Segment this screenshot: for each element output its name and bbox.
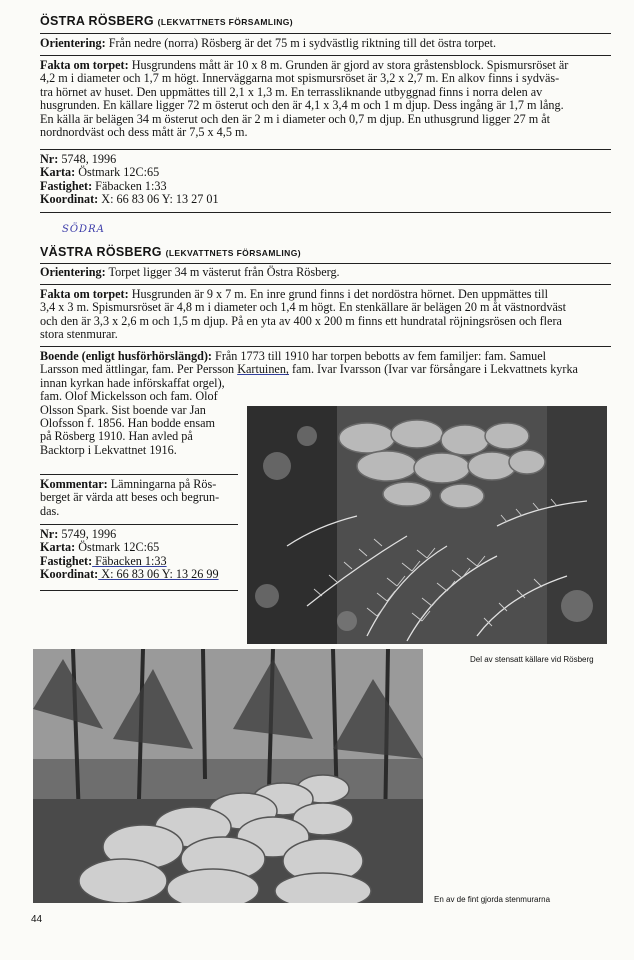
boende-line: Olofsson f. 1856. Han bodde ensam — [40, 416, 215, 431]
underlined-name: Kartuinen, — [237, 362, 289, 377]
stone-wall-photo — [33, 649, 423, 903]
nr-label: Nr: — [40, 527, 59, 541]
fakta-line: och den är 3,3 x 2,6 m och 1,5 m djup. På en yta av 400 x 200 m finns ett hundratal röjningsrösen och flera — [40, 313, 562, 328]
fastighet-label: Fastighet: — [40, 553, 93, 568]
section-title-ostra — [40, 14, 293, 28]
fakta-line: nordnordväst och dess mått är 7,5 x 4,5 m. — [40, 125, 248, 140]
orient-text: Från nedre (norra) Rösberg är det 75 m i sydvästlig riktning till det östra torpet. — [105, 36, 497, 50]
kommentar-line: berget är värda att beses och begrun- — [40, 490, 220, 505]
koordinat-label: Koordinat: — [40, 192, 99, 207]
nr-label: Nr: — [40, 152, 59, 166]
stone-wall-photo-caption: En av de fint gjorda stenmurarna — [434, 895, 551, 904]
orientering-vastra — [40, 266, 340, 279]
kommentar-vastra — [40, 478, 219, 518]
orient-label: Orientering: — [40, 265, 106, 279]
boende-line: Olsson Spark. Sist boende var Jan — [40, 402, 206, 417]
fakta-line: Husgrundens mått är 10 x 8 m. Grunden är gjord av stora gråstensblock. Spismursröset är — [128, 58, 569, 72]
karta-value: Östmark 12C:65 — [75, 540, 160, 555]
cellar-photo — [247, 406, 607, 644]
nr-value: 5748, 1996 — [58, 152, 117, 166]
fakta-line: 4,2 m i diameter och 1,7 m högt. Innerväggarna mot spismursröset är 3,2 x 2,7 m. En alkov finns i sydväs- — [40, 71, 560, 86]
orientering-ostra — [40, 37, 496, 50]
orient-text: Torpet ligger 34 m västerut från Östra Rösberg. — [105, 265, 340, 279]
fakta-ostra — [40, 59, 568, 139]
boende-line: Larsson med ättlingar, fam. Per Persson — [40, 362, 238, 377]
divider — [40, 590, 238, 591]
fakta-label: Fakta om torpet: — [40, 287, 129, 301]
orient-label: Orientering: — [40, 36, 106, 50]
divider — [40, 284, 611, 285]
boende-line: på Rösberg 1910. Han avled på — [40, 429, 193, 444]
page-number: 44 — [31, 914, 43, 925]
cellar-photo-caption: Del av stensatt källare vid Rösberg — [470, 655, 594, 664]
kommentar-label: Kommentar: — [40, 477, 108, 491]
divider — [40, 474, 238, 475]
karta-value: Östmark 12C:65 — [75, 165, 160, 180]
boende-line: fam. Olof Mickelsson och fam. Olof — [40, 389, 218, 404]
fakta-line: stora stenmurar. — [40, 327, 118, 342]
boende-label: Boende (enligt husförhörslängd): — [40, 349, 212, 363]
fakta-line: tra hörnet av huset. Den uppmättes till 2,1 x 1,3 m. En terrassliknande utbyggnad finns i norra delen av — [40, 84, 543, 99]
boende-line: fam. Ivar Ivarsson (Ivar var försångare i Lekvattnets kyrka — [288, 362, 578, 377]
fakta-line: 3,4 x 3 m. Spismursröset är 4,8 m i diameter och 1,4 m högt. En stenkällare är belägen 20 m åt västnordväst — [40, 300, 566, 315]
fakta-line: En källa är belägen 34 m österut och den är 2 m i diameter och 0,7 m djup. En uthusgrund ligger 27 m åt — [40, 111, 551, 126]
divider — [40, 55, 611, 56]
koordinat-value: X: 66 83 06 Y: 13 27 01 — [98, 192, 219, 207]
karta-label: Karta: — [40, 165, 76, 180]
divider — [40, 346, 611, 347]
divider — [40, 212, 611, 213]
kommentar-line: Lämningarna på Rös- — [107, 477, 217, 491]
fakta-vastra — [40, 288, 566, 342]
koordinat-value: X: 66 83 06 Y: 13 26 99 — [98, 567, 219, 582]
karta-label: Karta: — [40, 540, 76, 555]
fastighet-value: Fäbacken 1:33 — [92, 553, 167, 568]
divider — [40, 149, 611, 150]
meta-vastra — [40, 528, 219, 582]
nr-value: 5749, 1996 — [58, 527, 117, 541]
fastighet-label: Fastighet: — [40, 178, 93, 193]
divider — [40, 263, 611, 264]
boende-line: Backtorp i Lekvattnet 1916. — [40, 442, 177, 457]
kommentar-line: das. — [40, 503, 60, 518]
title-text: ÖSTRA RÖSBERG — [40, 14, 154, 28]
boende-line: Från 1773 till 1910 har torpen bebotts av fem familjer: fam. Samuel — [212, 349, 547, 363]
fastighet-value: Fäbacken 1:33 — [92, 178, 167, 193]
fakta-line: husgrunden. En källare ligger 72 m österut och den är 4,1 x 3,4 m och 1 m djup. Dess ingång är 1,7 m lång. — [40, 98, 564, 113]
divider — [40, 524, 238, 525]
section-title-vastra — [40, 245, 301, 259]
fakta-label: Fakta om torpet: — [40, 58, 129, 72]
parish-text: (LEKVATTNETS FÖRSAMLING) — [165, 248, 301, 258]
divider — [40, 33, 611, 34]
fakta-line: Husgrunden är 9 x 7 m. En inre grund finns i det nordöstra hörnet. Den uppmättes till — [128, 287, 549, 301]
parish-text: (LEKVATTNETS FÖRSAMLING) — [157, 17, 294, 27]
meta-ostra — [40, 153, 219, 207]
boende-line: innan kyrkan hade införskaffat orgel), — [40, 375, 225, 390]
koordinat-label: Koordinat: — [40, 567, 99, 582]
handwritten-note: SÖDRA — [62, 224, 105, 235]
title-text: VÄSTRA RÖSBERG — [40, 245, 162, 259]
